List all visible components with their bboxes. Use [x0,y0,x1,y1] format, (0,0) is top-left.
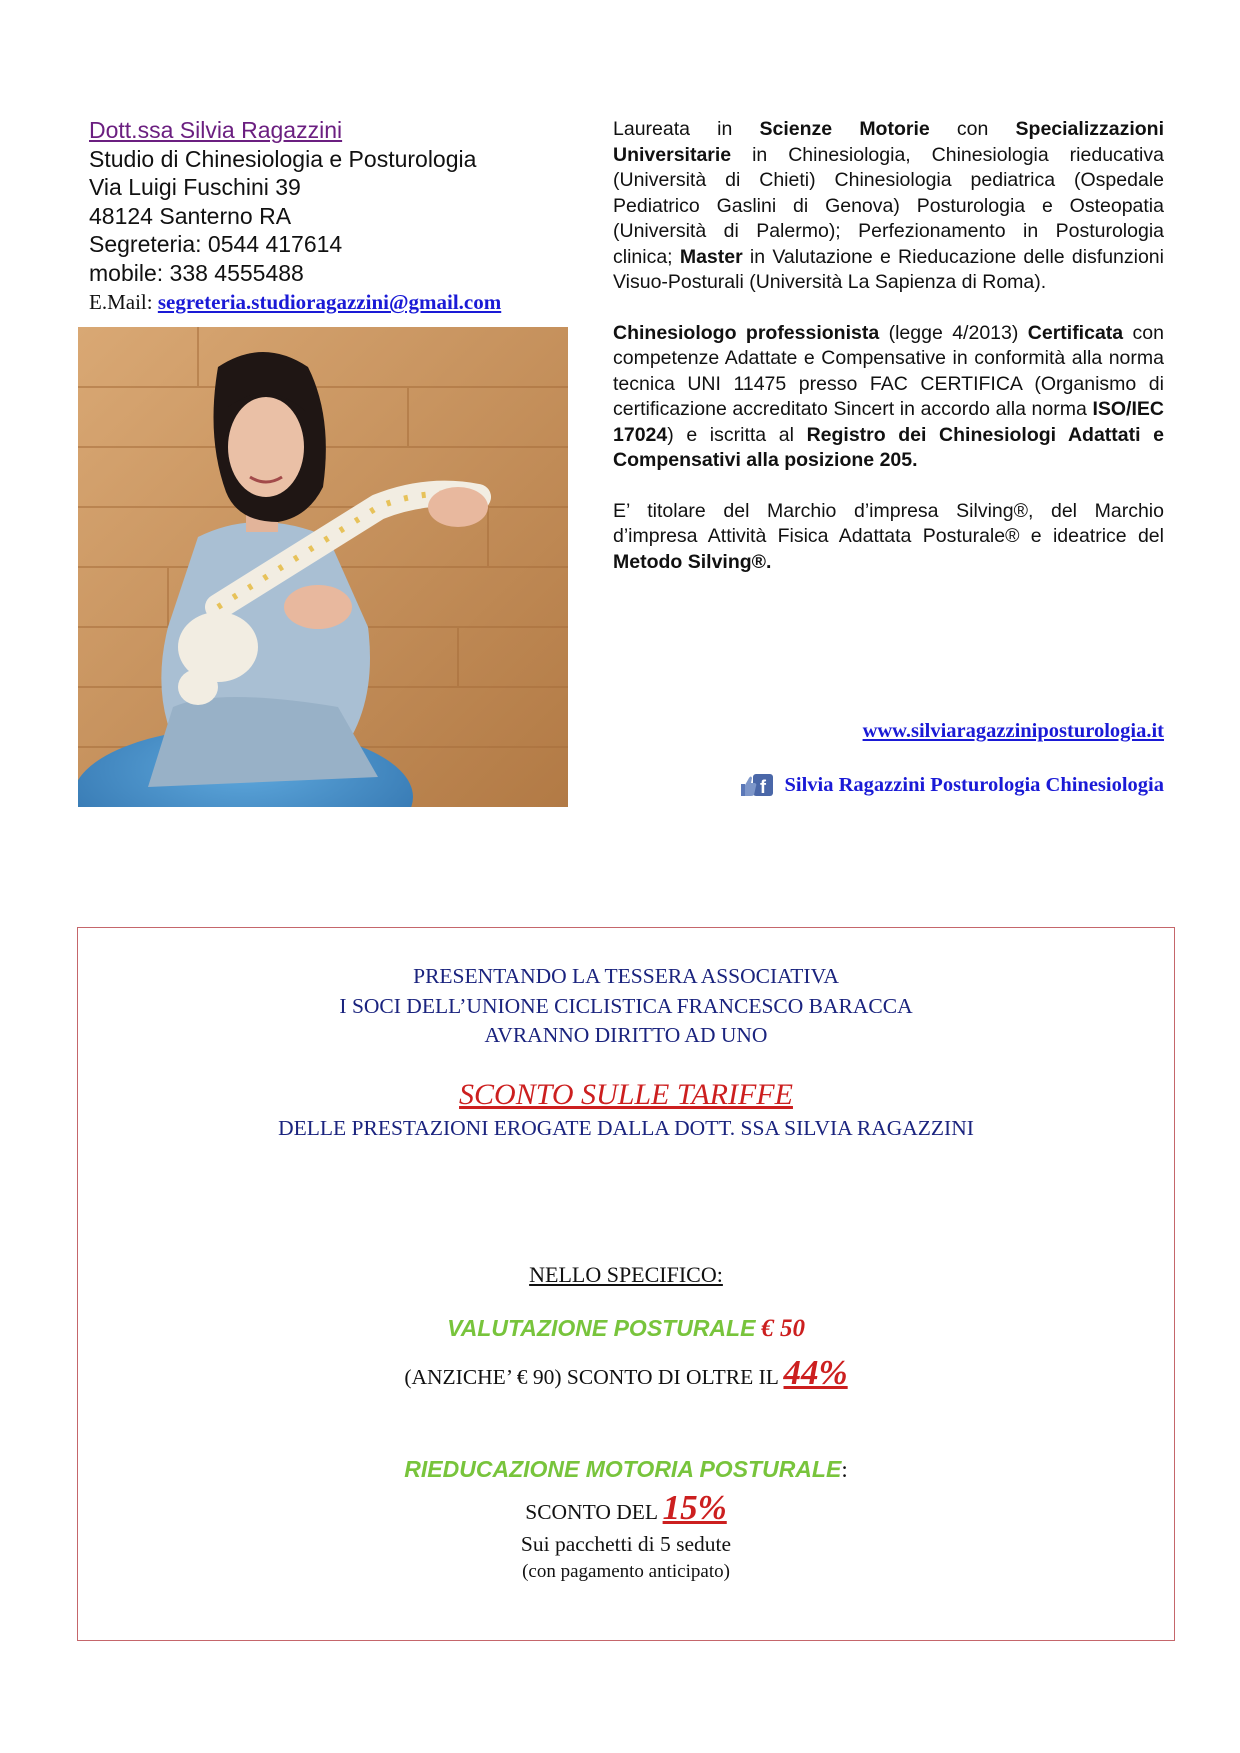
sconto-del-row [78,1488,1174,1528]
valutazione-label: VALUTAZIONE POSTURALE [447,1315,756,1341]
bio-text [613,117,1164,600]
promo-line-2: I SOCI DELL’UNIONE CICLISTICA FRANCESCO BARACCA [339,993,913,1018]
pacchetti-note: Sui pacchetti di 5 sedute [520,1532,732,1556]
promo-specifico: NELLO SPECIFICO: [529,1262,723,1287]
email-link[interactable]: segreteria.studioragazzini@gmail.com [157,290,502,314]
email-row [89,288,579,317]
text-run-2: con [929,118,1016,140]
facebook-row[interactable] [739,772,1164,798]
promo-line-3: AVRANNO DIRITTO AD UNO [484,1023,768,1047]
website-link[interactable]: www.silviaragazziniposturologia.it [862,720,1164,742]
bold-run-1: Metodo Silving®. [613,550,772,573]
facebook-like-icon [739,772,775,798]
bio-paragraph-2 [613,321,1164,474]
facebook-page-link[interactable]: Silvia Ragazzini Posturologia Chinesiologia [784,773,1164,796]
contact-block [89,116,579,317]
bio-paragraph-3 [613,499,1164,576]
promo-header [78,962,1174,1051]
text-run-5: ) e iscritta al [667,423,807,446]
bio-paragraph-1 [613,117,1164,296]
discount-15-percent: 15% [662,1488,727,1527]
doctor-name: Dott.ssa Silvia Ragazzini [89,117,343,143]
email-label: E.Mail: [89,290,153,314]
bold-run-2: Certificata [1027,321,1124,344]
text-run-6: in Valutazione e Rieducazione delle disfunzioni Visuo-Posturali (Università La Sapienza di Roma). [613,245,1164,293]
text-run-1: (legge 4/2013) [879,321,1028,344]
rieducazione-colon: : [841,1457,848,1482]
promo-line-1: PRESENTANDO LA TESSERA ASSOCIATIVA [413,964,839,988]
bold-run-6: Registro dei Chinesiologi Adattati e Compensativi alla posizione 205. [613,423,1164,471]
pagamento-note: (con pagamento anticipato) [522,1561,730,1582]
promo-sconto-title: SCONTO SULLE TARIFFE [459,1078,793,1111]
discount-44-percent: 44% [783,1353,848,1392]
text-run-3: con competenze Adattate e Compensative in conformità alla norma tecnica UNI 11475 presso FAC CERTIFICA (Organismo di certificazione accreditato Sincert in accordo alla norma [613,321,1164,420]
phone-mobile: mobile: 338 4555488 [89,259,304,286]
bold-run-3: Specializzazioni Universitarie [613,118,1164,166]
bold-run-5: Master [679,245,743,268]
anziche-row [78,1353,1174,1393]
bold-run-1: Scienze Motorie [759,118,930,140]
text-run-0: Laureata in [613,118,760,140]
bold-run-4: ISO/IEC 17024 [613,398,1164,446]
valutazione-row [78,1315,1174,1343]
phone-segreteria: Segreteria: 0544 417614 [89,231,343,257]
portrait-illustration [78,327,568,807]
bold-run-0: Chinesiologo professionista [613,321,880,344]
rieducazione-label: RIEDUCAZIONE MOTORIA POSTURALE [404,1456,842,1482]
svg-text:f: f [759,777,766,797]
address: Via Luigi Fuschini 39 [89,174,301,200]
valutazione-price: € 50 [761,1315,805,1342]
rieducazione-row [78,1456,1174,1483]
promo-box [77,927,1175,1641]
text-run-4: in Chinesiologia, Chinesiologia rieducativa (Università di Chieti) Chinesiologia pediatrica (Ospedale Pediatrico Gaslini di Genova) Posturologia e Osteopatia (Università di Palermo); Perfezionamento in Posturologia clinica; [613,143,1164,268]
portrait-photo [78,327,568,807]
anziche-text: (ANZICHE’ € 90) SCONTO DI OLTRE IL [404,1365,779,1389]
promo-subtitle: DELLE PRESTAZIONI EROGATE DALLA DOTT. SSA SILVIA RAGAZZINI [278,1116,974,1140]
studio-name: Studio di Chinesiologia e Posturologia [89,145,477,172]
sconto-del-text: SCONTO DEL [525,1500,658,1524]
text-run-0: E’ titolare del Marchio d’impresa Silving®, del Marchio d’impresa Attività Fisica Adattata Posturale® e ideatrice del [613,499,1164,547]
city: 48124 Santerno RA [89,202,292,229]
